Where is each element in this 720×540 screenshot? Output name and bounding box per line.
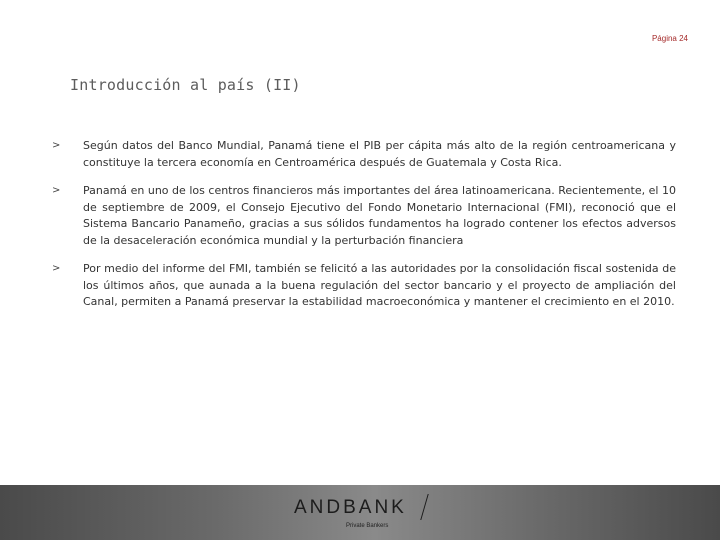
bullet-item (52, 183, 676, 249)
bullet-text: Según datos del Banco Mundial, Panamá tiene el PIB per cápita más alto de la región centroamericana y constituye la tercera economía en Centroamérica después de Guatemala y Costa Rica. (83, 139, 676, 169)
logo-name: ANDBANK (294, 497, 407, 518)
page-number: Página 24 (651, 34, 688, 43)
logo-slash-icon (420, 494, 428, 520)
bullet-marker-icon: > (52, 185, 61, 196)
bullet-text: Panamá en uno de los centros financieros más importantes del área latinoamericana. Recientemente, el 10 de septiembre de 2009, el Consejo Ejecutivo del Fondo Monetario Internacional (FMI), reconoció que el Sistema Bancario Panameño, gracias a sus sólidos fundamentos ha logrado contener los efectos adversos de la desaceleración económica mundial y la perturbación financiera (83, 184, 676, 247)
slide-title: Introducción al país (II) (70, 76, 301, 94)
andbank-logo (294, 497, 407, 529)
bullet-list (52, 138, 676, 323)
bullet-marker-icon: > (52, 263, 61, 274)
footer-bar (0, 485, 720, 540)
logo-subtitle: Private Bankers (346, 523, 389, 529)
bullet-marker-icon: > (52, 140, 61, 151)
bullet-item (52, 138, 676, 171)
bullet-item (52, 261, 676, 311)
bullet-text: Por medio del informe del FMI, también se felicitó a las autoridades por la consolidación fiscal sostenida de los últimos años, que aunada a la buena regulación del sector bancario y el proyecto de ampliación del Canal, permiten a Panamá preservar la estabilidad macroeconómica y mantener el crecimiento en el 2010. (83, 262, 676, 308)
